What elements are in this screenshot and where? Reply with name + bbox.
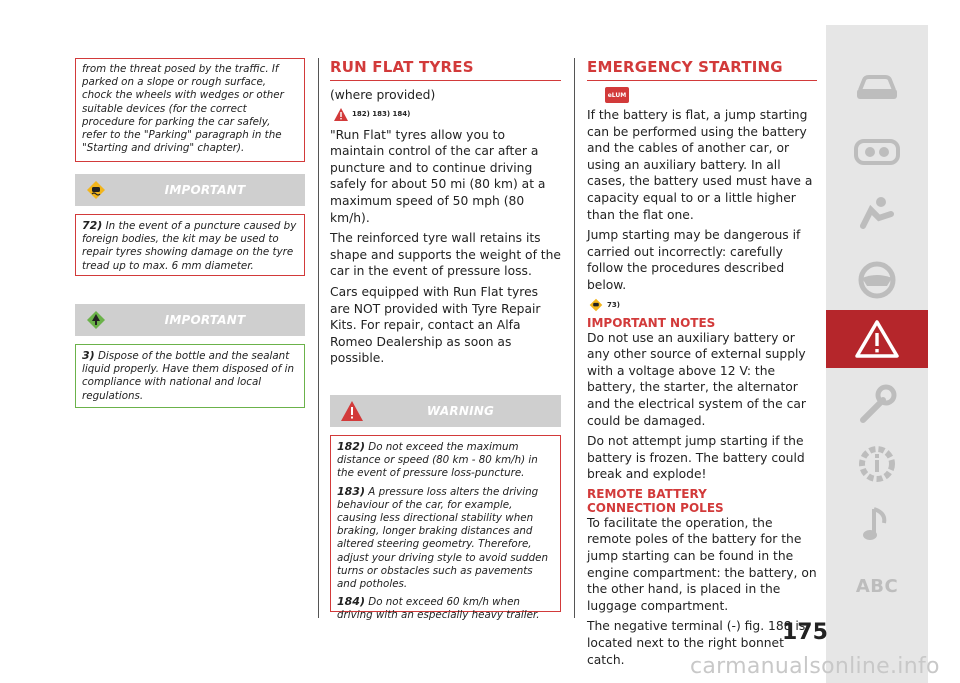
important-box-2 — [75, 344, 305, 408]
note-text: A pressure loss alters the driving behaviour of the car, for example, causing less directional stability when braking, longer braking distances and altered steering geometry. Therefore, adjust your driving style to avoid sudden turns or obstacles such as pavements and potholes. — [337, 485, 549, 590]
paragraph: The reinforced tyre wall retains its shape and supports the weight of the car in the event of pressure loss. — [330, 231, 561, 279]
note-number: 183) — [337, 484, 365, 498]
warning-banner — [330, 395, 561, 427]
sidebar-item-steering[interactable] — [826, 251, 928, 309]
intro-text: from the threat posed by the traffic. If parked on a slope or rough surface, chock the wheels with wedges or other suitable devices (for the correct procedure for parking the car safely, refer to the "Parking" paragraph in the "Starting and driving" chapter). — [82, 63, 284, 155]
column-left — [75, 0, 305, 408]
where-provided: (where provided) — [330, 88, 436, 102]
warning-ref — [589, 298, 817, 312]
note-number: 72) — [82, 219, 103, 232]
sidebar-item-multimedia[interactable] — [826, 495, 928, 553]
important-banner-1 — [75, 174, 305, 206]
note-number: 184) — [337, 595, 365, 609]
sidebar-item-dashboard[interactable] — [826, 123, 928, 181]
column-divider-2 — [574, 58, 575, 618]
warning-label: WARNING — [426, 403, 495, 418]
note-number: 3) — [82, 349, 95, 362]
chapter-sidebar — [826, 25, 928, 683]
paragraph: Cars equipped with Run Flat tyres are NOT provided with Tyre Repair Kits. For repair, contact an Alfa Romeo Dealership as soon as possible. — [330, 284, 541, 366]
paragraph: To facilitate the operation, the remote poles of the battery for the jump starting can be found in the engine compartment: the battery, on the other hand, is placed in the luggage compartment. — [587, 515, 817, 613]
watermark: carmanualsonline.info — [690, 654, 940, 679]
important-label-1: IMPORTANT — [164, 183, 246, 197]
sidebar-item-car[interactable] — [826, 59, 928, 117]
ref-text: 73) — [607, 300, 620, 309]
elum-badge — [605, 87, 629, 103]
paragraph: Jump starting may be dangerous if carried out incorrectly: carefully follow the procedures described below. — [587, 228, 801, 292]
section-heading-run-flat: RUN FLAT TYRES — [330, 58, 561, 81]
subheading-important-notes: IMPORTANT NOTES — [587, 315, 716, 330]
abc-index-icon: ABC — [855, 575, 899, 597]
info-gear-icon — [856, 443, 898, 485]
intro-box — [75, 58, 305, 162]
note-text: Dispose of the bottle and the sealant liquid properly. Have them disposed of in compliance with national and local regulations. — [82, 350, 294, 402]
section-heading-emergency-starting: EMERGENCY STARTING — [587, 58, 817, 81]
wrench-icon — [857, 384, 897, 424]
paragraph: The negative terminal (-) fig. 188 is located next to the right bonnet catch. — [587, 619, 806, 667]
sidebar-item-technical-data[interactable] — [826, 435, 928, 493]
important-box-1 — [75, 214, 305, 276]
important-banner-2 — [75, 304, 305, 336]
dashboard-gauges-icon — [854, 139, 900, 165]
important-label-2: IMPORTANT — [164, 313, 246, 327]
paragraph: If the battery is flat, a jump starting can be performed using the battery and the cables of another car, or using an auxiliary battery. In all cases, the battery used must have a capacity equal to or a little higher than the flat one. — [587, 108, 813, 222]
warning-triangle-icon — [334, 108, 348, 121]
note-number: 182) — [337, 439, 365, 453]
warning-triangle-icon — [855, 320, 899, 358]
column-middle — [330, 0, 561, 622]
sidebar-item-index[interactable] — [826, 557, 928, 615]
music-note-icon — [862, 505, 892, 543]
page-number: 175 — [782, 620, 828, 645]
car-skid-warning-icon — [589, 298, 603, 312]
warning-refs — [334, 108, 561, 121]
warning-box — [330, 435, 561, 622]
note-text: In the event of a puncture caused by foreign bodies, the kit may be used to repair tyres showing damage on the tyre tread up to max. 6 mm diameter. — [82, 220, 297, 272]
sidebar-item-emergency[interactable] — [826, 310, 928, 368]
warning-note — [337, 440, 554, 481]
sidebar-item-maintenance[interactable] — [826, 375, 928, 433]
column-right — [587, 0, 817, 672]
car-icon — [854, 72, 900, 104]
note-text: Do not exceed the maximum distance or speed (80 km - 80 km/h) in the event of pressure loss-puncture. — [337, 440, 538, 480]
column-divider-1 — [318, 58, 319, 618]
airbag-seat-icon — [857, 196, 897, 232]
steering-wheel-icon — [857, 260, 897, 300]
subheading-remote-poles: REMOTE BATTERY CONNECTION POLES — [587, 486, 724, 515]
sidebar-item-safety[interactable] — [826, 185, 928, 243]
paragraph: Do not attempt jump starting if the battery is frozen. The battery could break and explode! — [587, 434, 805, 482]
elum-badge-text: eLUM — [607, 91, 627, 99]
refs-text: 182) 183) 184) — [352, 110, 411, 119]
note-text: Do not exceed 60 km/h when driving with an especially heavy trailer. — [337, 596, 540, 622]
paragraph: Do not use an auxiliary battery or any other source of external supply with a voltage above 12 V: the battery, the starter, the alternator and the electrical system of the car could be damaged. — [587, 330, 806, 428]
warning-note — [337, 595, 554, 622]
warning-note — [337, 485, 554, 592]
paragraph: "Run Flat" tyres allow you to maintain control of the car after a puncture and to continue driving safely for about 50 mi (80 km) at a maximum speed of 50 mph (80 km/h). — [330, 127, 546, 225]
